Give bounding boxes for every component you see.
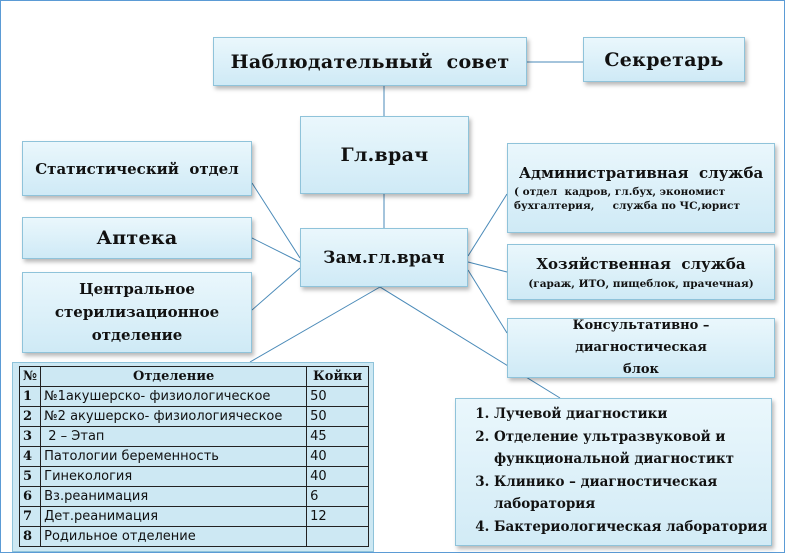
row-number: 4 [20, 447, 41, 467]
table-row [20, 427, 369, 447]
row-number: 3 [20, 427, 41, 447]
sterilization-dept-box [22, 272, 252, 353]
line-deputy-economic [468, 262, 507, 272]
deputy-chief-doctor-label: Зам.гл.врач [323, 247, 445, 268]
row-number: 7 [20, 507, 41, 527]
observation-council-box [213, 37, 527, 86]
header-department: Отделение [41, 367, 307, 387]
row-beds: 40 [307, 467, 369, 487]
row-beds: 45 [307, 427, 369, 447]
row-number: 1 [20, 387, 41, 407]
row-department: №1акушерско- физиологическое [41, 387, 307, 407]
table-row [20, 407, 369, 427]
row-beds: 50 [307, 407, 369, 427]
row-beds: 50 [307, 387, 369, 407]
diagnostic-units-list [456, 403, 771, 538]
statistics-dept-box [22, 141, 252, 196]
row-beds: 40 [307, 447, 369, 467]
line-deputy-consulting [468, 270, 507, 333]
diagnostic-units-box [455, 398, 772, 546]
row-department: Гинекология [41, 467, 307, 487]
row-department: Дет.реанимация [41, 507, 307, 527]
header-number: № [20, 367, 41, 387]
row-department: 2 – Этап [41, 427, 307, 447]
table-header-row [20, 367, 369, 387]
list-item: 3. Клинико – диагностическая лаборатория [494, 471, 771, 516]
economic-service-details: (гараж, ИТО, пищеблок, прачечная) [528, 277, 754, 290]
header-beds: Койки [307, 367, 369, 387]
row-number: 8 [20, 527, 41, 547]
list-item: 1. Лучевой диагностики [494, 403, 771, 426]
table-row [20, 387, 369, 407]
line-deputy-sterilization [252, 268, 300, 310]
consulting-block-label: Консультативно – диагностическая блок [572, 318, 710, 377]
secretary-box [583, 37, 745, 82]
table-row [20, 507, 369, 527]
row-number: 2 [20, 407, 41, 427]
departments-table [19, 366, 369, 547]
table-row [20, 487, 369, 507]
departments-table-panel [12, 362, 374, 552]
secretary-label: Секретарь [604, 48, 724, 71]
chief-doctor-label: Гл.врач [340, 144, 429, 166]
table-row [20, 447, 369, 467]
table-row [20, 527, 369, 547]
table-row [20, 467, 369, 487]
administrative-service-box [507, 143, 775, 233]
line-deputy-statistics [252, 183, 300, 258]
administrative-service-title: Административная служба [518, 163, 764, 182]
row-number: 6 [20, 487, 41, 507]
sterilization-dept-label: Центральное стерилизационное отделение [54, 280, 220, 344]
chief-doctor-box [300, 116, 469, 194]
row-department: Патологии беременность [41, 447, 307, 467]
pharmacy-label: Аптека [96, 227, 178, 249]
pharmacy-box [22, 217, 252, 259]
line-deputy-pharmacy [252, 238, 300, 262]
economic-service-box [507, 244, 775, 300]
row-department: Вз.реанимация [41, 487, 307, 507]
consulting-block-box [507, 318, 775, 378]
row-beds [307, 527, 369, 547]
list-item: 4. Бактериологическая лаборатория [494, 516, 771, 539]
economic-service-title: Хозяйственная служба [536, 254, 746, 273]
row-department: №2 акушерско- физиологияческое [41, 407, 307, 427]
deputy-chief-doctor-box [300, 228, 468, 287]
line-deputy-table [250, 287, 380, 362]
statistics-dept-label: Статистический отдел [35, 159, 239, 178]
administrative-service-details: ( отдел кадров, гл.бух, экономист бухгалтерия, служба по ЧС,юрист [514, 185, 740, 212]
observation-council-label: Наблюдательный совет [230, 50, 510, 73]
row-department: Родильное отделение [41, 527, 307, 547]
list-item: 2. Отделение ультразвуковой и функциональной диагностикт [494, 426, 771, 471]
row-beds: 6 [307, 487, 369, 507]
row-number: 5 [20, 467, 41, 487]
line-deputy-administrative [468, 194, 507, 256]
row-beds: 12 [307, 507, 369, 527]
